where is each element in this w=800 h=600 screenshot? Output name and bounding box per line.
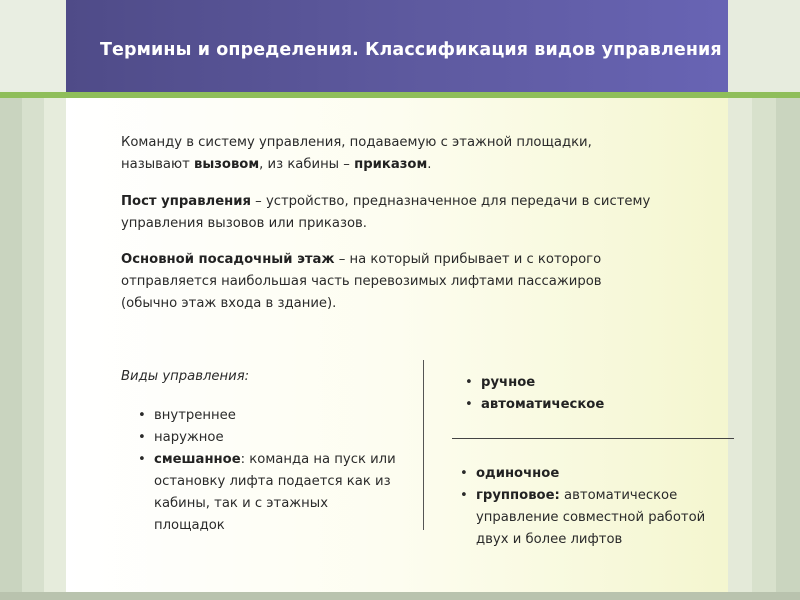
list-item	[460, 485, 722, 551]
control-grouping-list	[460, 463, 722, 551]
list-item	[465, 372, 685, 394]
term-order: приказом	[354, 157, 428, 172]
list-item-text: автоматическое управление совместной работой двух и более лифтов	[476, 488, 706, 547]
footer-bar	[0, 592, 800, 600]
bullet-icon: •	[460, 488, 468, 503]
paragraph-text: – устройство, предназначенное для передачи в систему управления вызовов или приказов.	[121, 194, 651, 231]
control-types-label: Виды управления:	[121, 369, 250, 384]
term-group: групповое:	[476, 488, 560, 503]
paragraph-text: .	[427, 157, 432, 172]
term-single: одиночное	[476, 466, 560, 481]
bullet-icon: •	[465, 375, 473, 390]
term-main-floor: Основной посадочный этаж	[121, 252, 335, 267]
bullet-icon: •	[138, 452, 146, 467]
term-mixed: смешанное	[154, 452, 241, 467]
list-item	[138, 405, 398, 427]
paragraph-text: , из кабины –	[259, 157, 355, 172]
bullet-icon: •	[460, 466, 468, 481]
bullet-icon: •	[138, 430, 146, 445]
list-item	[465, 394, 685, 416]
slide-title: Термины и определения. Классификация видов управления	[100, 40, 722, 60]
header-side-left	[0, 0, 66, 92]
control-location-list	[138, 405, 398, 537]
header-side-right	[728, 0, 800, 92]
list-item	[138, 449, 398, 537]
paragraph-main-floor	[121, 249, 661, 315]
list-item-text: наружное	[154, 430, 224, 445]
paragraph-text: – на который прибывает и с которого отправляется наибольшая часть перевозимых лифтами пассажиров (обычно этаж входа в здание).	[121, 252, 602, 311]
bullet-icon: •	[138, 408, 146, 423]
list-item-text: внутреннее	[154, 408, 236, 423]
paragraph-call-definition	[121, 132, 661, 176]
horizontal-divider	[452, 438, 734, 439]
bullet-icon: •	[465, 397, 473, 412]
list-item	[460, 463, 722, 485]
vertical-divider	[423, 360, 424, 530]
paragraph-control-post	[121, 191, 661, 235]
term-manual: ручное	[481, 375, 536, 390]
control-mode-list	[465, 372, 685, 416]
list-item	[138, 427, 398, 449]
term-control-post: Пост управления	[121, 194, 251, 209]
term-automatic: автоматическое	[481, 397, 605, 412]
term-call: вызовом	[193, 157, 260, 172]
paragraph-text: Команду в систему управления, подаваемую с этажной площадки, называют	[121, 135, 592, 172]
list-item-text: : команда на пуск или остановку лифта подается как из кабины, так и с этажных площадок	[154, 452, 396, 533]
